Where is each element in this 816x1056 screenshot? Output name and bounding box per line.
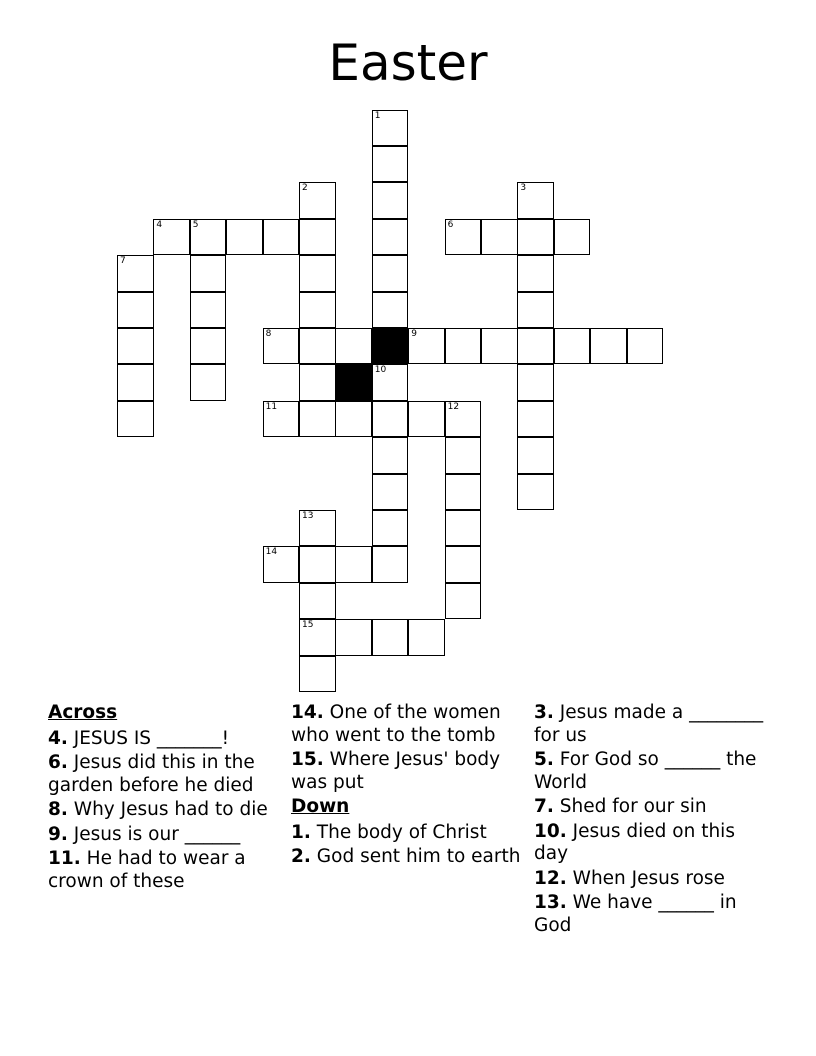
grid-cell[interactable] <box>190 364 227 401</box>
clue-item <box>291 822 523 845</box>
grid-cell[interactable] <box>299 182 336 219</box>
grid-cell[interactable] <box>445 474 482 511</box>
clue-item-number: 3. <box>534 702 554 723</box>
clue-number: 1 <box>374 110 381 121</box>
grid-cell[interactable] <box>517 255 554 292</box>
clue-item <box>291 702 523 747</box>
clue-item-text: Why Jesus had to die <box>67 799 268 820</box>
grid-cell[interactable] <box>517 474 554 511</box>
grid-cell[interactable] <box>372 110 409 147</box>
clue-item-text: The body of Christ <box>310 821 487 843</box>
grid-cell[interactable] <box>517 292 554 329</box>
grid-cell[interactable] <box>263 328 300 365</box>
grid-cell[interactable] <box>517 364 554 401</box>
grid-cell[interactable] <box>372 219 409 256</box>
clue-number: 4 <box>156 219 163 230</box>
clue-item <box>534 821 766 866</box>
grid-cell[interactable] <box>263 546 300 583</box>
grid-cell[interactable] <box>372 255 409 292</box>
grid-block-cell <box>335 364 372 401</box>
grid-cell[interactable] <box>517 437 554 474</box>
grid-cell[interactable] <box>481 219 518 256</box>
clue-item-number: 2. <box>291 846 311 867</box>
grid-cell[interactable] <box>554 219 591 256</box>
clue-number: 6 <box>447 219 454 230</box>
clue-number: 3 <box>520 183 527 194</box>
clue-item <box>534 868 766 891</box>
clue-number: 9 <box>411 328 417 339</box>
clue-item-number: 8. <box>48 799 68 820</box>
grid-cell[interactable] <box>335 401 372 438</box>
clue-item-number: 7. <box>534 796 554 817</box>
grid-cell[interactable] <box>117 401 154 438</box>
grid-cell[interactable] <box>372 619 409 656</box>
grid-cell[interactable] <box>299 656 336 693</box>
grid-cell[interactable] <box>372 182 409 219</box>
clue-item-text: Jesus did this in the garden before he died <box>48 752 255 796</box>
grid-cell[interactable] <box>226 219 263 256</box>
grid-cell[interactable] <box>517 328 554 365</box>
clue-item <box>48 752 280 797</box>
grid-cell[interactable] <box>554 328 591 365</box>
clue-number: 12 <box>447 401 460 412</box>
clue-number: 14 <box>265 547 278 558</box>
grid-cell[interactable] <box>372 510 409 547</box>
clue-item <box>534 892 766 937</box>
clue-item-text: God sent him to earth <box>310 846 521 867</box>
clue-number: 8 <box>265 328 272 339</box>
grid-cell[interactable] <box>117 292 154 329</box>
grid-cell[interactable] <box>335 619 372 656</box>
grid-cell[interactable] <box>408 619 445 656</box>
across-header: Across <box>48 702 118 723</box>
grid-cell[interactable] <box>445 328 482 365</box>
clue-item <box>48 848 280 893</box>
grid-cell[interactable] <box>299 292 336 329</box>
grid-cell[interactable] <box>445 219 482 256</box>
grid-cell[interactable] <box>627 328 664 365</box>
grid-cell[interactable] <box>445 510 482 547</box>
grid-cell[interactable] <box>335 328 372 365</box>
grid-cell[interactable] <box>117 328 154 365</box>
clue-number: 5 <box>192 219 199 230</box>
grid-cell[interactable] <box>481 328 518 365</box>
clue-column-3 <box>534 702 766 939</box>
clue-item-text: Shed for our sin <box>553 796 707 817</box>
grid-cell[interactable] <box>517 219 554 256</box>
clue-item-text: For God so ______ the World <box>534 749 757 793</box>
grid-block-cell <box>372 328 409 365</box>
down-header: Down <box>291 796 350 817</box>
grid-cell[interactable] <box>190 255 227 292</box>
clue-item-number: 14. <box>291 702 324 723</box>
grid-cell[interactable] <box>299 546 336 583</box>
grid-cell[interactable] <box>299 401 336 438</box>
page-title: Easter <box>328 34 488 92</box>
clue-item-number: 4. <box>48 727 68 749</box>
clue-item-text: One of the women who went to the tomb <box>291 702 501 746</box>
clue-item <box>48 824 280 847</box>
clue-item-text: We have ______ in God <box>534 892 737 936</box>
clue-number: 11 <box>265 401 278 412</box>
grid-cell[interactable] <box>299 510 336 547</box>
grid-cell[interactable] <box>408 401 445 438</box>
grid-cell[interactable] <box>299 328 336 365</box>
clue-item <box>291 846 523 869</box>
clue-item-number: 5. <box>534 749 554 770</box>
grid-cell[interactable] <box>517 182 554 219</box>
grid-cell[interactable] <box>263 219 300 256</box>
grid-cell[interactable] <box>299 219 336 256</box>
grid-cell[interactable] <box>445 546 482 583</box>
clue-number: 15 <box>302 620 314 631</box>
grid-cell[interactable] <box>372 437 409 474</box>
clue-item-number: 11. <box>48 848 81 869</box>
grid-cell[interactable] <box>372 146 409 183</box>
grid-cell[interactable] <box>153 219 190 256</box>
grid-cell[interactable] <box>335 546 372 583</box>
clue-item-number: 9. <box>48 823 68 845</box>
grid-cell[interactable] <box>263 401 300 438</box>
grid-cell[interactable] <box>372 401 409 438</box>
grid-cell[interactable] <box>445 437 482 474</box>
clue-item-text: When Jesus rose <box>566 867 725 889</box>
grid-cell[interactable] <box>590 328 627 365</box>
clue-item-text: Jesus is our ______ <box>67 823 241 845</box>
grid-cell[interactable] <box>445 401 482 438</box>
clue-item-number: 12. <box>534 867 567 889</box>
clue-item-text: Jesus made a ________ for us <box>534 702 764 746</box>
clue-number: 13 <box>302 510 314 521</box>
clue-item-number: 10. <box>534 820 567 842</box>
grid-cell[interactable] <box>372 474 409 511</box>
grid-cell[interactable] <box>299 619 336 656</box>
clue-item-text: JESUS IS _______! <box>67 727 230 749</box>
grid-cell[interactable] <box>190 292 227 329</box>
clue-item-text: Where Jesus' body was put <box>291 749 501 793</box>
grid-cell[interactable] <box>299 364 336 401</box>
grid-cell[interactable] <box>299 583 336 620</box>
clue-item <box>534 796 766 819</box>
clue-item-number: 6. <box>48 752 68 773</box>
grid-cell[interactable] <box>408 328 445 365</box>
clue-item-number: 15. <box>291 749 324 770</box>
grid-cell[interactable] <box>117 255 154 292</box>
clue-item <box>48 728 280 751</box>
clue-item-text: Jesus died on this day <box>534 820 735 864</box>
clue-item <box>291 749 523 794</box>
grid-cell[interactable] <box>117 364 154 401</box>
clue-column-1 <box>48 702 280 895</box>
grid-cell[interactable] <box>445 583 482 620</box>
grid-cell[interactable] <box>517 401 554 438</box>
grid-cell[interactable] <box>299 255 336 292</box>
clue-item <box>534 749 766 794</box>
clue-number: 7 <box>120 256 126 267</box>
clue-item-number: 1. <box>291 821 311 843</box>
clue-number: 2 <box>302 183 308 194</box>
clue-column-2 <box>291 702 523 871</box>
grid-cell[interactable] <box>372 546 409 583</box>
grid-cell[interactable] <box>372 292 409 329</box>
clue-item-number: 13. <box>534 892 567 913</box>
clue-item <box>534 702 766 747</box>
grid-cell[interactable] <box>372 364 409 401</box>
clue-item <box>48 799 280 822</box>
clue-item-text: He had to wear a crown of these <box>48 848 246 892</box>
grid-cell[interactable] <box>190 219 227 256</box>
clue-number: 10 <box>374 365 387 376</box>
grid-cell[interactable] <box>190 328 227 365</box>
